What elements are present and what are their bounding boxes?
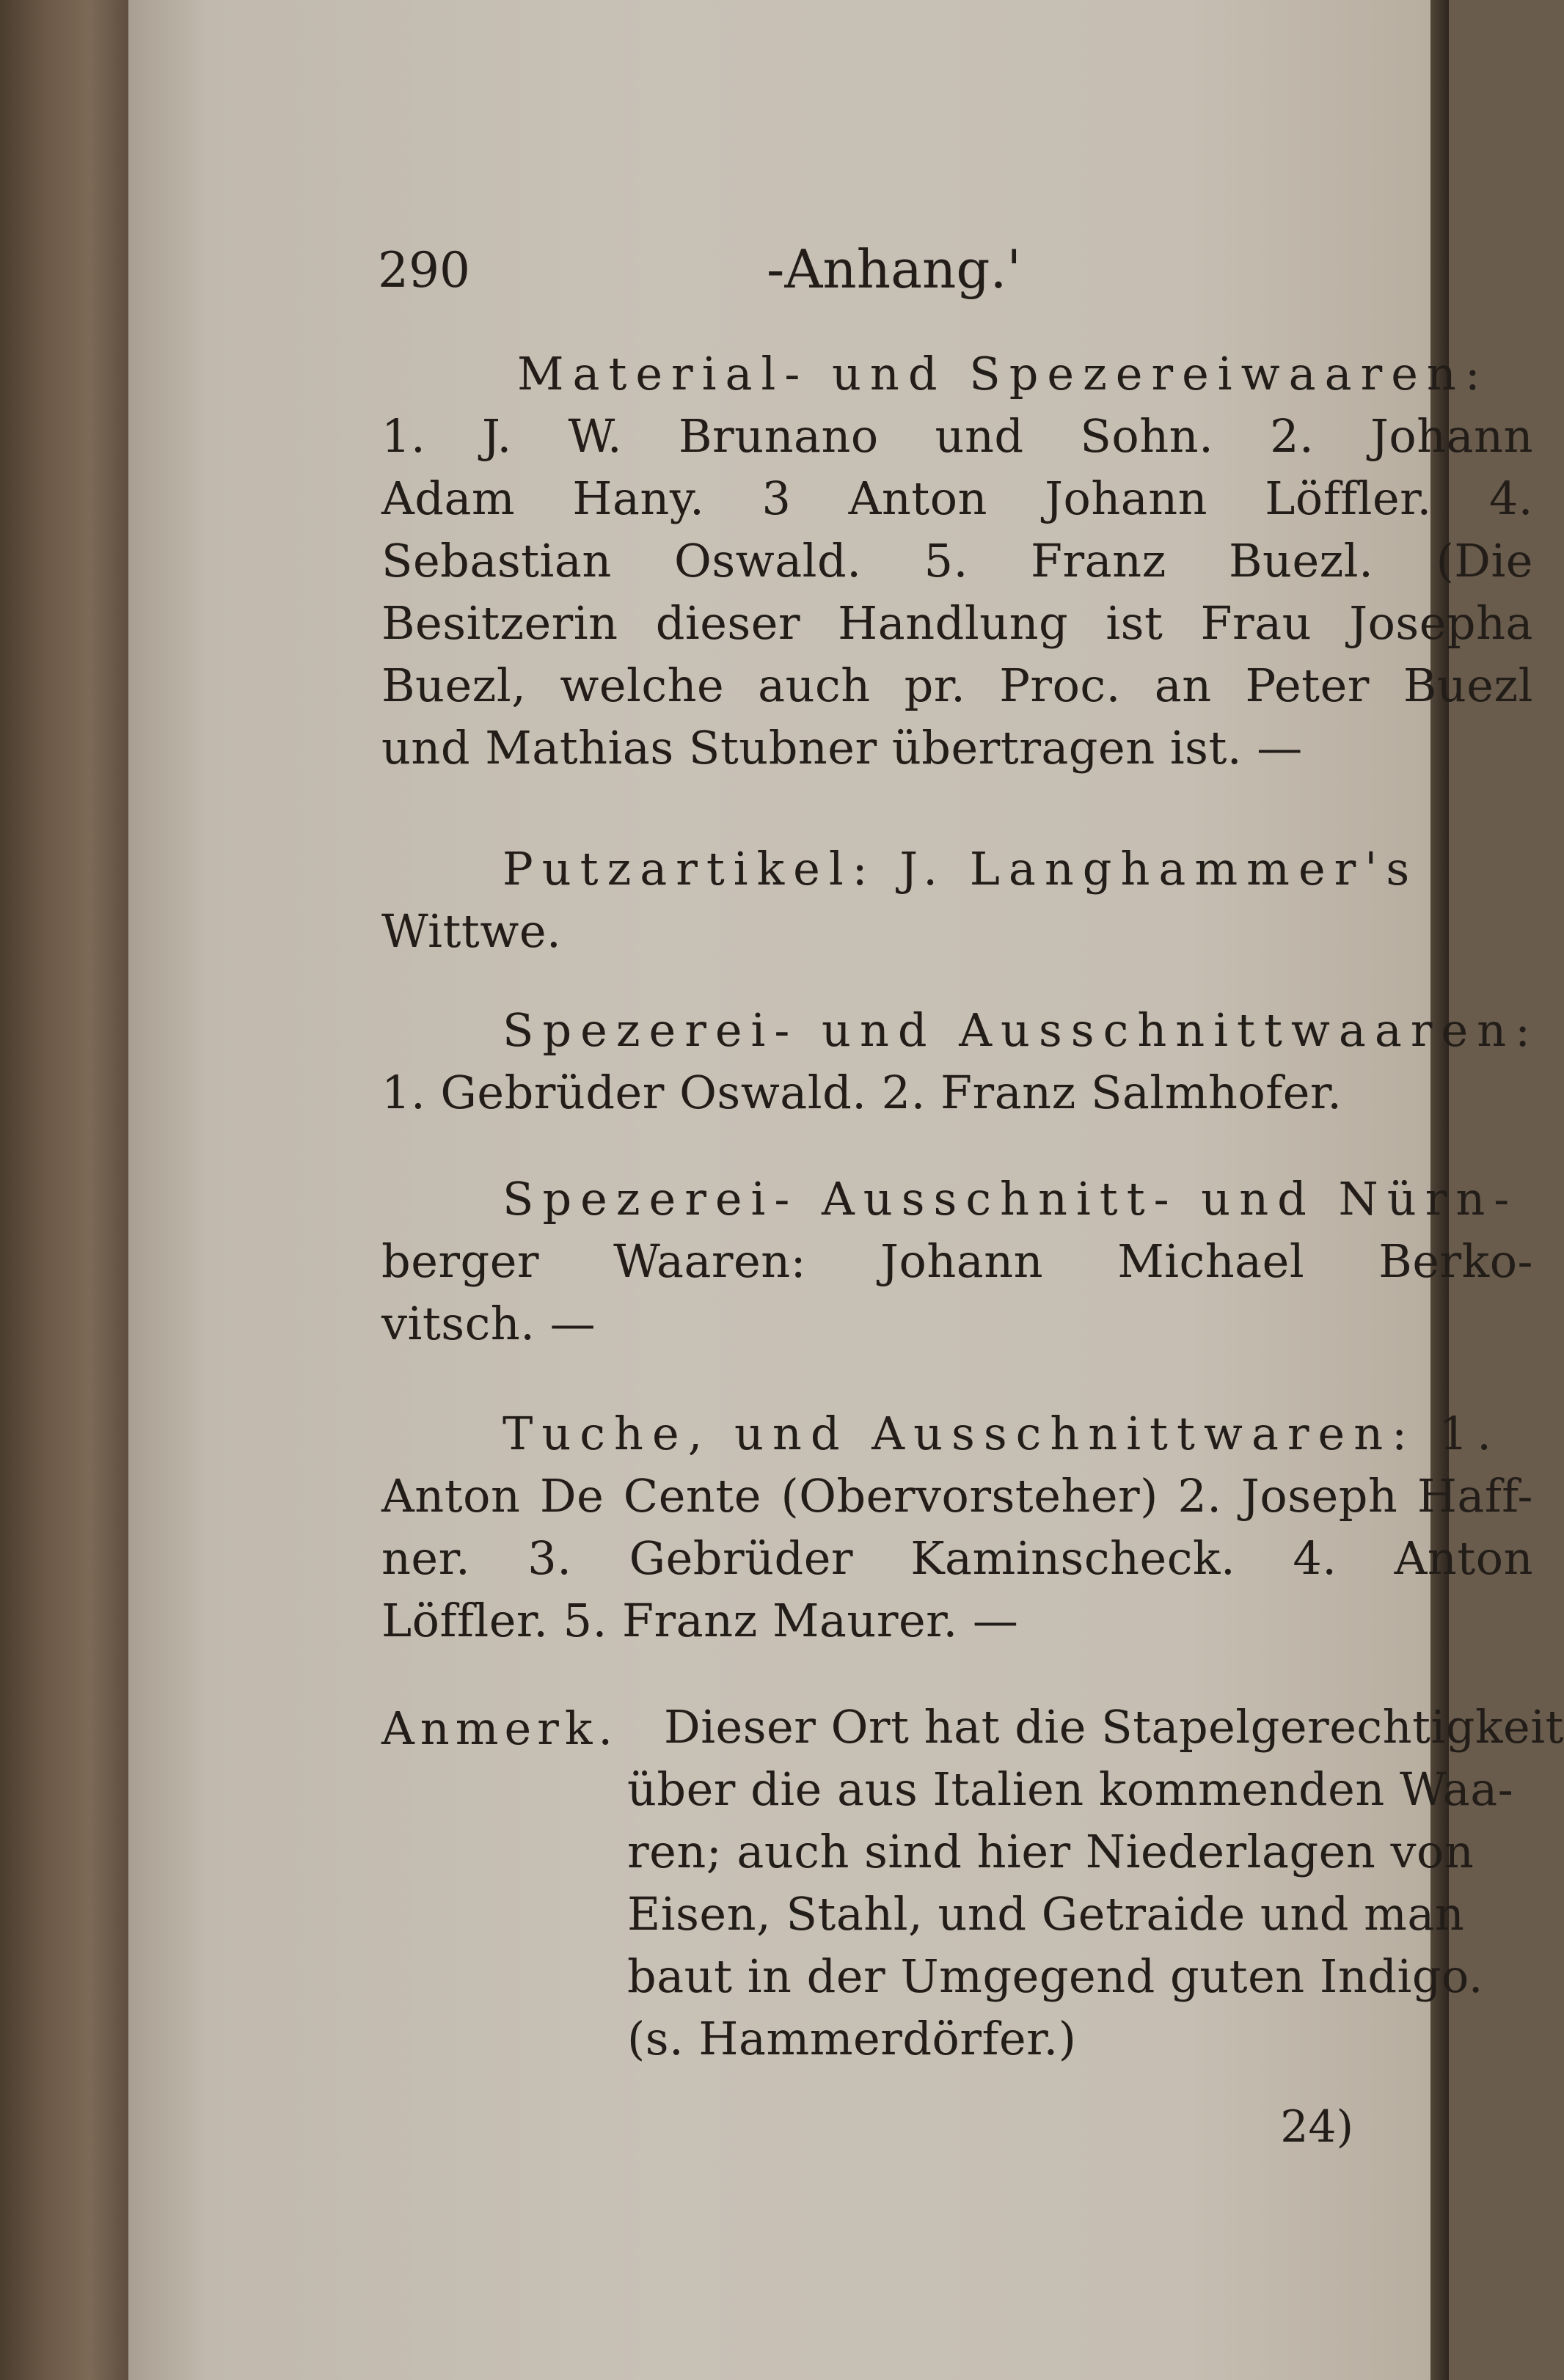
signature-mark: 24) [1280, 2101, 1353, 2153]
section-heading: Spezerei- Ausschnitt- und Nürn- [503, 1172, 1519, 1226]
running-title: -Anhang.' [767, 238, 1022, 300]
section-heading: Material- und Spezereiwaaren: [517, 347, 1489, 400]
text-line: 1. J. W. Brunano und Sohn. 2. Johann [381, 409, 1533, 463]
text-line: Löffler. 5. Franz Maurer. — [381, 1594, 1019, 1647]
text-line: Sebastian Oswald. 5. Franz Buezl. (Die [381, 534, 1533, 587]
note-line: über die aus Italien kommenden Waa- [627, 1762, 1514, 1816]
text-line: Wittwe. [381, 904, 562, 958]
book-spine [0, 0, 128, 2380]
text-line: Besitzerin dieser Handlung ist Frau Josepha [381, 596, 1533, 650]
page-number: 290 [378, 242, 470, 299]
text-line: Buezl, welche auch pr. Proc. an Peter Buezl [381, 659, 1533, 712]
note-line: Dieser Ort hat die Stapelgerechtigkeit [664, 1700, 1564, 1754]
note-line: baut in der Umgegend guten Indigo. [627, 1949, 1483, 2003]
text-line: Adam Hany. 3 Anton Johann Löffler. 4. [381, 472, 1533, 525]
text-line: ner. 3. Gebrüder Kaminscheck. 4. Anton [381, 1531, 1533, 1585]
text-line: vitsch. — [381, 1297, 596, 1350]
note-line: (s. Hammerdörfer.) [627, 2012, 1077, 2065]
text-line: und Mathias Stubner übertragen ist. — [381, 721, 1303, 775]
section-heading: Spezerei- und Ausschnittwaaren: [503, 1003, 1540, 1057]
note-line: Eisen, Stahl, und Getraide und man [627, 1887, 1465, 1941]
note-line: ren; auch sind hier Niederlagen von [627, 1825, 1475, 1878]
section-heading: Tuche, und Ausschnittwaren: 1. [503, 1407, 1500, 1460]
text-line: berger Waaren: Johann Michael Berko- [381, 1234, 1533, 1288]
note-label: Anmerk. [381, 1702, 619, 1755]
text-line: Anton De Cente (Obervorsteher) 2. Joseph Haff- [381, 1469, 1533, 1523]
text-line: 1. Gebrüder Oswald. 2. Franz Salmhofer. [381, 1066, 1342, 1119]
book-page [128, 0, 1564, 2380]
section-heading: Putzartikel: J. Langhammer's [503, 842, 1419, 896]
